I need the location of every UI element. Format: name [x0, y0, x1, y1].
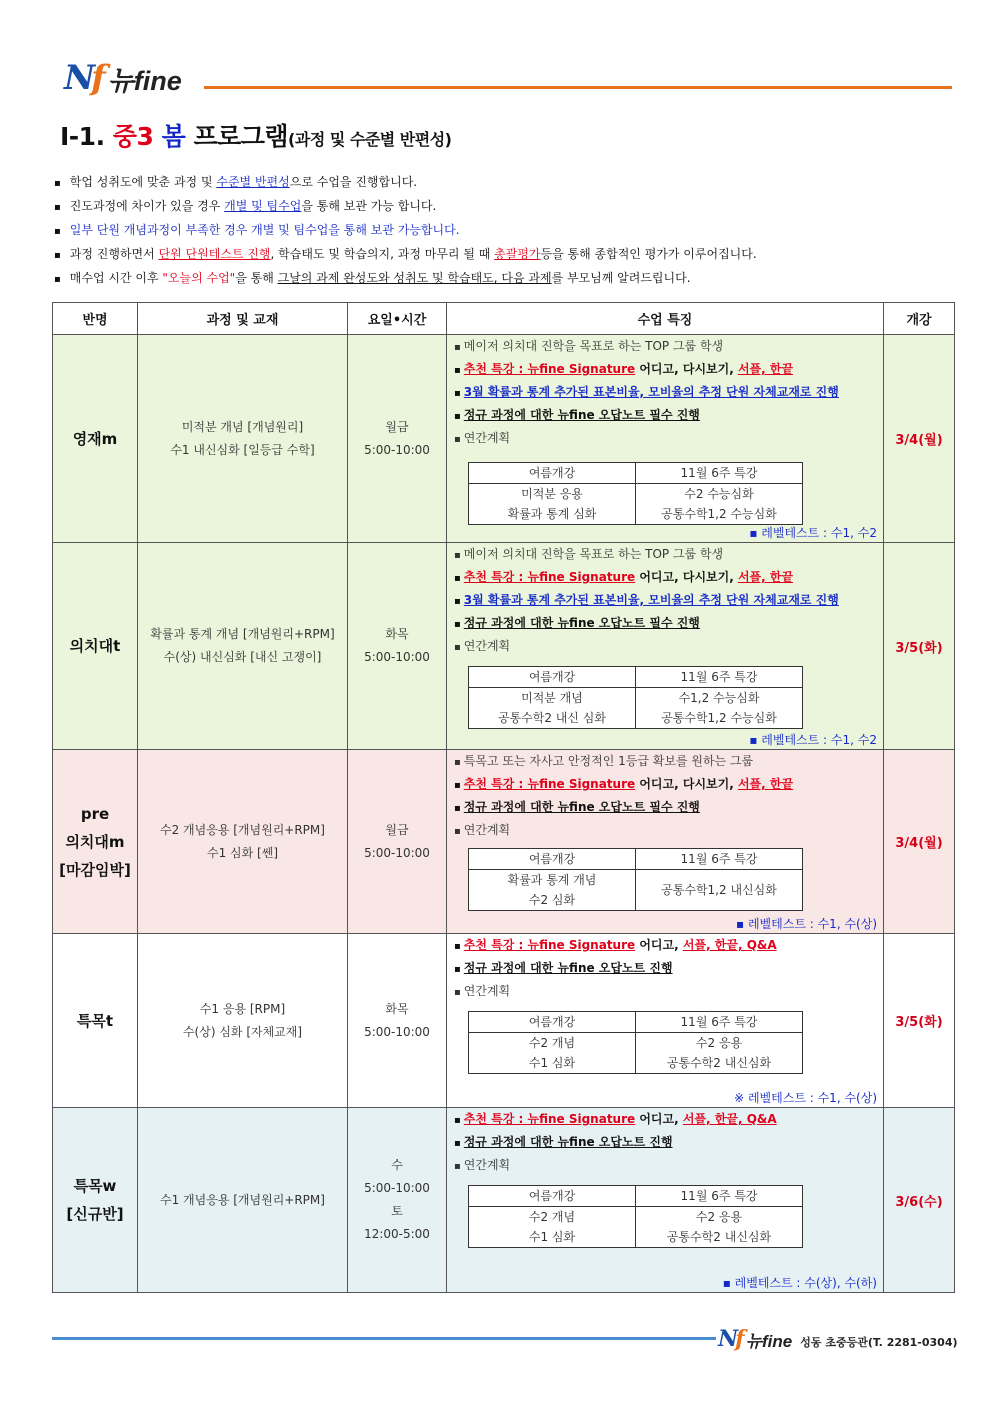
- level-test-note: ▪ 레벨테스트 : 수1, 수2: [749, 526, 877, 540]
- plan-header-nov: 11월 6주 특강: [636, 463, 803, 484]
- class-name: pre 의치대m [마감임박]: [53, 750, 138, 934]
- feature-line: ▪ 정규 과정에 대한 뉴fine 오답노트 진행: [454, 1131, 877, 1154]
- feature-line: ▪ 메이저 의치대 진학을 목표로 하는 TOP 그룹 학생: [454, 543, 877, 566]
- class-name: 의치대t: [53, 543, 138, 750]
- logo-text: 뉴fine: [107, 66, 182, 96]
- table-row: [53, 934, 955, 1108]
- feature-line: ▪ 연간계획: [454, 819, 877, 842]
- plan-summer: 수2 개념 수1 심화: [469, 1033, 636, 1074]
- plan-summer: 수2 개념 수1 심화: [469, 1207, 636, 1248]
- footer-campus: 성동 초중등관(T. 2281-0304): [800, 1336, 958, 1349]
- features-cell: [447, 335, 884, 543]
- feature-line: ▪ 3월 확률과 통계 추가된 표본비율, 모비율의 추정 단원 자체교재로 진행: [454, 381, 877, 404]
- plan-summer: 확률과 통계 개념 수2 심화: [469, 870, 636, 911]
- brand-logo: [64, 58, 182, 98]
- col-header-open: 개강: [884, 303, 955, 335]
- time-cell: 화목 5:00-10:00: [348, 543, 447, 750]
- feature-line: ▪ 3월 확률과 통계 추가된 표본비율, 모비율의 추정 단원 자체교재로 진행: [454, 589, 877, 612]
- plan-summer: 미적분 개념 공통수학2 내신 심화: [469, 688, 636, 729]
- feature-line: ▪ 연간계획: [454, 980, 877, 1003]
- feature-line: ▪ 추천 특강 : 뉴fine Signature 어디고, 서플, 한끝, Q&A: [454, 934, 877, 957]
- plan-nov: 수2 응용 공통수학2 내신심화: [636, 1207, 803, 1248]
- logo-mark: Nf: [64, 58, 102, 98]
- bullet-item: ▪ 일부 단원 개념과정이 부족한 경우 개별 및 팀수업을 통해 보관 가능합니다.: [54, 218, 954, 242]
- bullet-item: ▪ 진도과정에 차이가 있을 경우 개별 및 팀수업을 통해 보관 가능 합니다.: [54, 194, 954, 218]
- title-season: 봄: [161, 122, 186, 151]
- plan-nov: 수2 응용 공통수학2 내신심화: [636, 1033, 803, 1074]
- time-cell: 월금 5:00-10:00: [348, 750, 447, 934]
- class-name: 특목w [신규반]: [53, 1108, 138, 1293]
- plan-header-summer: 여름개강: [469, 667, 636, 688]
- plan-nov: 수2 수능심화 공통수학1,2 수능심화: [636, 484, 803, 525]
- open-date: 3/4(월): [884, 335, 955, 543]
- plan-header-nov: 11월 6주 특강: [636, 849, 803, 870]
- header-divider: [204, 86, 952, 89]
- table-header-row: [53, 303, 955, 335]
- annual-plan-table: [468, 666, 803, 729]
- level-test-note: ▪ 레벨테스트 : 수(상), 수(하): [722, 1276, 877, 1290]
- col-header-time: 요일•시간: [348, 303, 447, 335]
- feature-line: ▪ 추천 특강 : 뉴fine Signature 어디고, 다시보기, 서플, 한끝: [454, 358, 877, 381]
- schedule-table: [52, 302, 955, 1293]
- col-header-features: 수업 특징: [447, 303, 884, 335]
- table-row: [53, 750, 955, 934]
- open-date: 3/5(화): [884, 934, 955, 1108]
- course-cell: 확률과 통계 개념 [개념원리+RPM] 수(상) 내신심화 [내신 고쟁이]: [138, 543, 348, 750]
- class-name: 영재m: [53, 335, 138, 543]
- course-cell: 수1 응용 [RPM] 수(상) 심화 [자체교재]: [138, 934, 348, 1108]
- table-row: [53, 543, 955, 750]
- annual-plan-table: [468, 1185, 803, 1248]
- open-date: 3/4(월): [884, 750, 955, 934]
- level-test-note: ▪ 레벨테스트 : 수1, 수2: [749, 733, 877, 747]
- feature-line: ▪ 연간계획: [454, 427, 877, 450]
- feature-line: ▪ 추천 특강 : 뉴fine Signature 어디고, 다시보기, 서플, 한끝: [454, 773, 877, 796]
- features-cell: [447, 750, 884, 934]
- open-date: 3/5(화): [884, 543, 955, 750]
- level-test-note: ※ 레벨테스트 : 수1, 수(상): [734, 1091, 877, 1105]
- annual-plan-table: [468, 462, 803, 525]
- policy-bullets: [54, 170, 954, 290]
- footer-divider: [52, 1337, 716, 1340]
- feature-line: ▪ 정규 과정에 대한 뉴fine 오답노트 필수 진행: [454, 612, 877, 635]
- annual-plan-table: [468, 848, 803, 911]
- plan-header-summer: 여름개강: [469, 849, 636, 870]
- bullet-item: ▪ 매수업 시간 이후 "오늘의 수업"을 통해 그날의 과제 완성도와 성취도 및 학습태도, 다음 과제를 부모님께 알려드립니다.: [54, 266, 954, 290]
- feature-line: ▪ 정규 과정에 대한 뉴fine 오답노트 필수 진행: [454, 796, 877, 819]
- bullet-item: ▪ 학업 성취도에 맞춘 과정 및 수준별 반편성으로 수업을 진행합니다.: [54, 170, 954, 194]
- features-cell: [447, 1108, 884, 1293]
- page-title: [60, 117, 452, 153]
- course-cell: 수2 개념응용 [개념원리+RPM] 수1 심화 [쎈]: [138, 750, 348, 934]
- plan-header-nov: 11월 6주 특강: [636, 667, 803, 688]
- course-cell: 수1 개념응용 [개념원리+RPM]: [138, 1108, 348, 1293]
- plan-header-summer: 여름개강: [469, 463, 636, 484]
- feature-line: ▪ 연간계획: [454, 1154, 877, 1177]
- course-cell: 미적분 개념 [개념원리] 수1 내신심화 [일등급 수학]: [138, 335, 348, 543]
- time-cell: 수 5:00-10:00 토 12:00-5:00: [348, 1108, 447, 1293]
- plan-nov: 공통수학1,2 내신심화: [636, 870, 803, 911]
- table-row: [53, 335, 955, 543]
- features-cell: [447, 934, 884, 1108]
- feature-line: ▪ 특목고 또는 자사고 안정적인 1등급 확보를 원하는 그룹: [454, 750, 877, 773]
- plan-header-summer: 여름개강: [469, 1186, 636, 1207]
- table-row: [53, 1108, 955, 1293]
- footer-logo-mark: Nf: [718, 1326, 742, 1352]
- plan-nov: 수1,2 수능심화 공통수학1,2 수능심화: [636, 688, 803, 729]
- feature-line: ▪ 메이저 의치대 진학을 목표로 하는 TOP 그룹 학생: [454, 335, 877, 358]
- footer-brand: [718, 1326, 958, 1352]
- class-name: 특목t: [53, 934, 138, 1108]
- title-main: 프로그램: [193, 122, 289, 151]
- title-grade: 중3: [112, 122, 154, 151]
- features-cell: [447, 543, 884, 750]
- plan-header-nov: 11월 6주 특강: [636, 1012, 803, 1033]
- time-cell: 월금 5:00-10:00: [348, 335, 447, 543]
- plan-summer: 미적분 응용 확률과 통계 심화: [469, 484, 636, 525]
- plan-header-summer: 여름개강: [469, 1012, 636, 1033]
- title-number: Ⅰ-1.: [60, 122, 105, 151]
- feature-line: ▪ 추천 특강 : 뉴fine Signature 어디고, 서플, 한끝, Q&A: [454, 1108, 877, 1131]
- level-test-note: ▪ 레벨테스트 : 수1, 수(상): [736, 917, 877, 931]
- footer-logo-text: 뉴fine: [745, 1332, 793, 1351]
- title-sub: (과정 및 수준별 반편성): [288, 130, 452, 149]
- plan-header-nov: 11월 6주 특강: [636, 1186, 803, 1207]
- col-header-class: 반명: [53, 303, 138, 335]
- open-date: 3/6(수): [884, 1108, 955, 1293]
- feature-line: ▪ 정규 과정에 대한 뉴fine 오답노트 필수 진행: [454, 404, 877, 427]
- time-cell: 화목 5:00-10:00: [348, 934, 447, 1108]
- col-header-course: 과정 및 교재: [138, 303, 348, 335]
- feature-line: ▪ 추천 특강 : 뉴fine Signature 어디고, 다시보기, 서플, 한끝: [454, 566, 877, 589]
- feature-line: ▪ 정규 과정에 대한 뉴fine 오답노트 진행: [454, 957, 877, 980]
- annual-plan-table: [468, 1011, 803, 1074]
- bullet-item: ▪ 과정 진행하면서 단원 단원테스트 진행, 학습태도 및 학습의지, 과정 마무리 될 때 총괄평가등을 통해 종합적인 평가가 이루어집니다.: [54, 242, 954, 266]
- feature-line: ▪ 연간계획: [454, 635, 877, 658]
